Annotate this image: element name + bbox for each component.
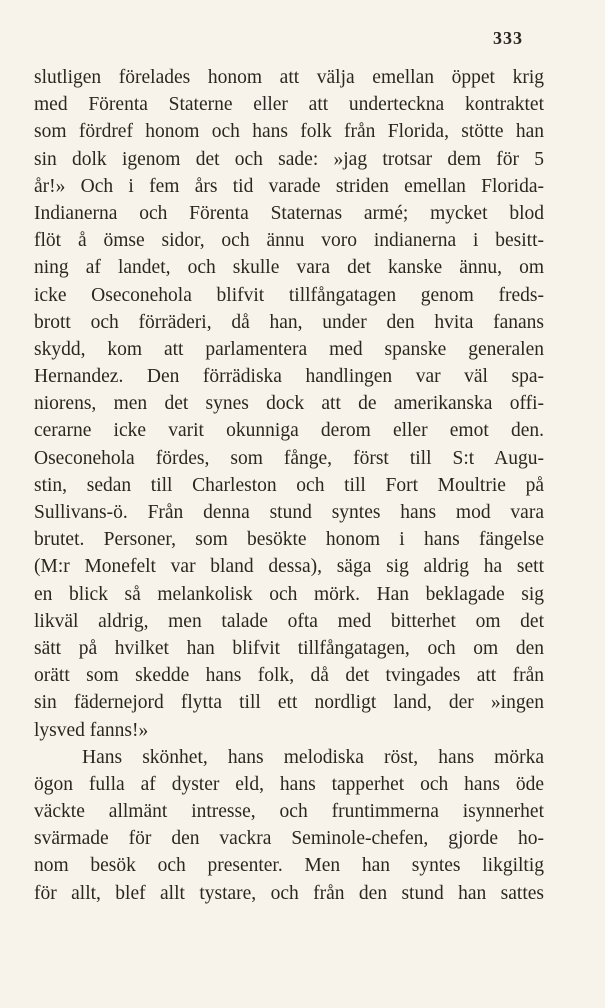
text-line: sin fädernejord flytta till ett nordligt land, der »ingen [34,692,544,714]
text-line: Hernandez. Den förrädiska handlingen var väl spa- [34,366,544,388]
text-line: ögon fulla af dyster eld, hans tapperhet och hans öde [34,773,544,795]
text-line: sätt på hvilket han blifvit tillfångatagen, och om den [34,637,544,659]
text-line: för allt, blef allt tystare, och från den stund han sattes [34,882,544,904]
text-line: niorens, men det synes dock att de amerikanska offi- [34,393,544,415]
text-line: år!» Och i fem års tid varade striden emellan Florida- [34,175,544,197]
text-line: brutet. Personer, som besökte honom i hans fängelse [34,529,544,551]
text-line: sin dolk igenom det och sade: »jag trotsar dem för 5 [34,148,544,170]
text-line: brott och förräderi, då han, under den hvita fanans [34,311,544,333]
text-line: Sullivans-ö. Från denna stund syntes hans mod vara [34,502,544,523]
text-line: med Förenta Staterne eller att underteckna kontraktet [34,94,544,116]
text-line: flöt å ömse sidor, och ännu voro indianerna i besitt- [34,230,544,252]
text-line: stin, sedan till Charleston och till Fort Moultrie på [34,474,544,496]
text-line: som fördref honom och hans folk från Florida, stötte han [34,121,544,143]
text-line: en blick så melankolisk och mörk. Han beklagade sig [34,583,544,605]
page-number: 333 [493,28,523,48]
text-line: nom besök och presenter. Men han syntes likgiltig [34,855,544,877]
text-line: slutligen förelades honom att välja emellan öppet krig [34,67,544,88]
text-line: cerarne icke varit okunniga derom eller emot den. [34,420,544,442]
text-line: (M:r Monefelt var bland dessa), säga sig aldrig ha sett [34,556,544,578]
text-line: Indianerna och Förenta Staternas armé; mycket blod [34,202,544,224]
paragraph-start-line: Hans skönhet, hans melodiska röst, hans mörka [82,746,544,768]
text-line: likväl aldrig, men talade ofta med bitterhet om det [34,610,544,632]
text-line: svärmade för den vackra Seminole-chefen, gjorde ho- [34,828,544,850]
text-line: väckte allmänt intresse, och fruntimmerna isynnerhet [34,801,544,823]
text-line: orätt som skedde hans folk, då det tvingades att från [34,665,544,687]
body-text [34,64,544,907]
text-line: Oseconehola fördes, som fånge, först till S:t Augu- [34,447,544,469]
text-line: ning af landet, och skulle vara det kanske ännu, om [34,257,544,279]
text-line: icke Oseconehola blifvit tillfångatagen genom freds- [34,284,544,306]
text-line: skydd, kom att parlamentera med spanske generalen [34,338,544,360]
paragraph-end-line: lysved fanns!» [34,719,149,741]
